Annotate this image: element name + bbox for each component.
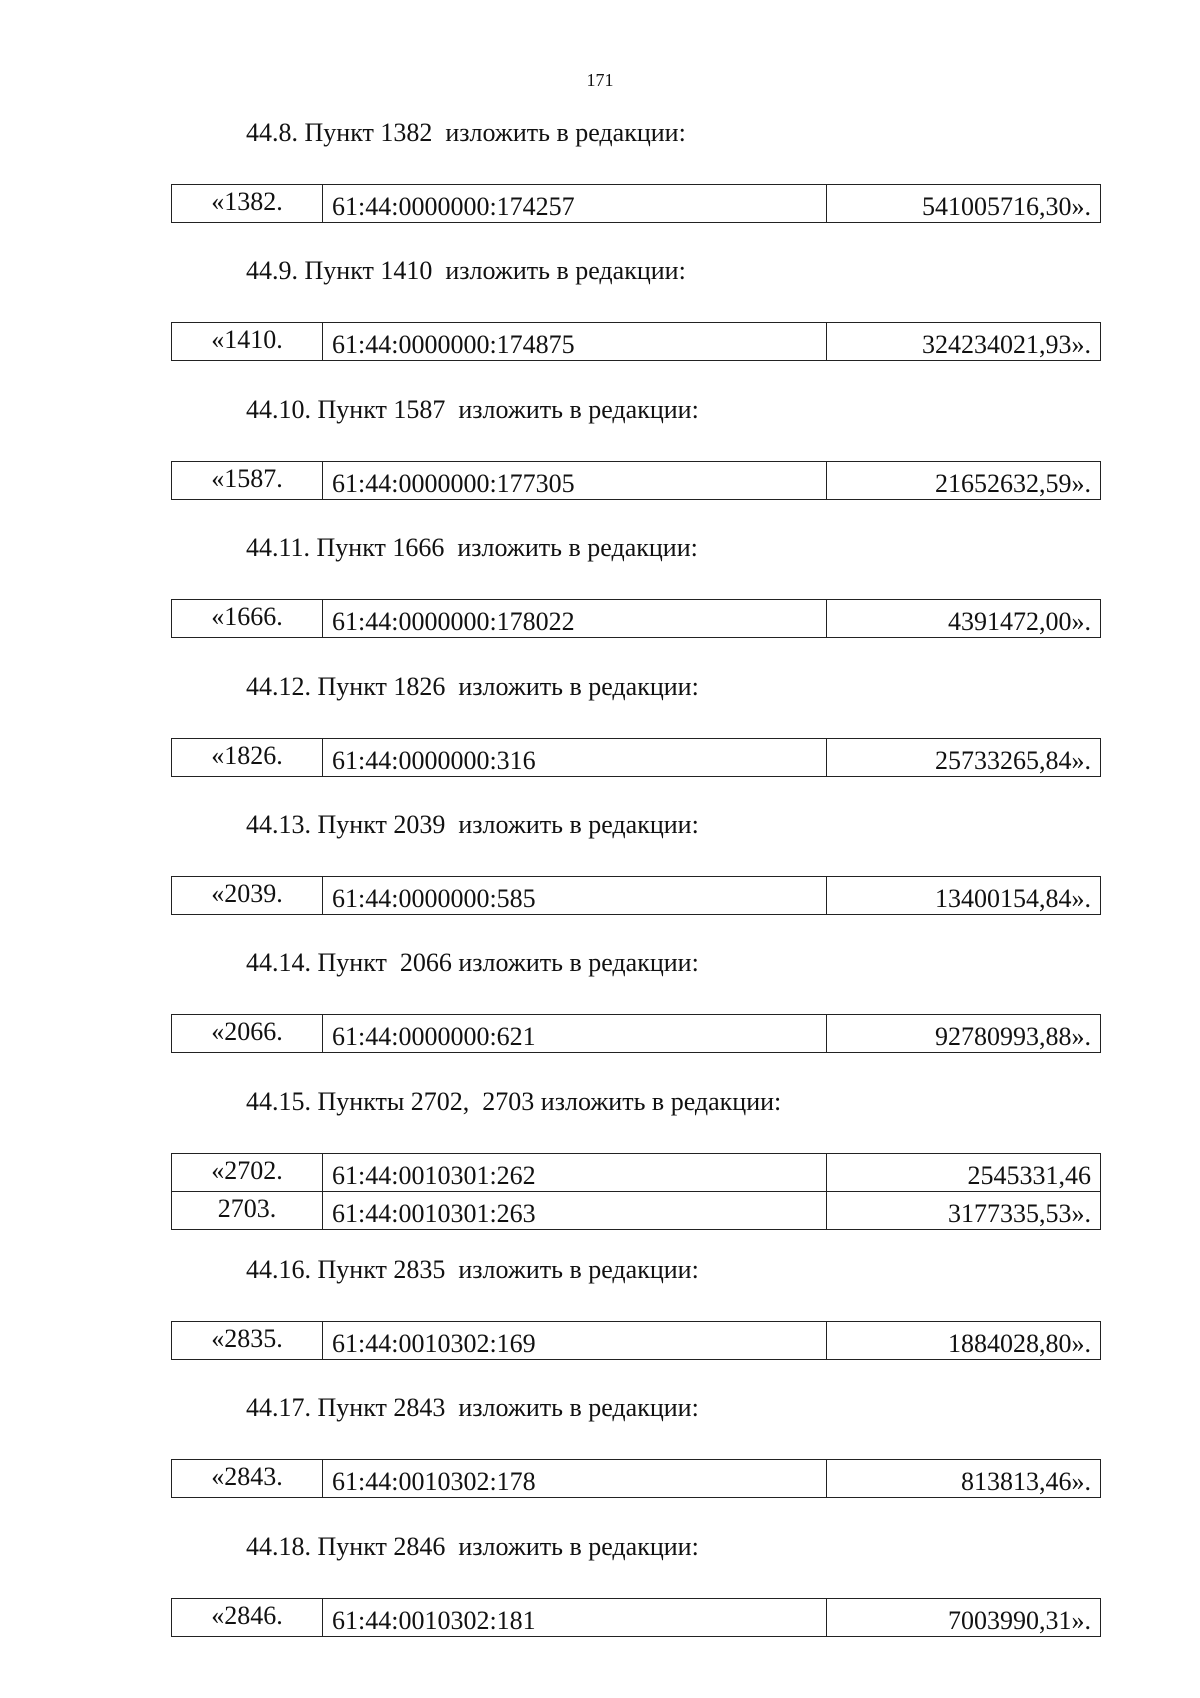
amendment-table [171,1459,1101,1498]
table-row [172,1153,1101,1191]
item-number-cell: «1382. [172,185,323,223]
cadastral-number-cell: 61:44:0010301:263 [323,1191,827,1229]
amendment-table [171,322,1101,361]
page-number: 171 [586,70,614,90]
value-cell: 324234021,93». [827,323,1101,361]
table-row [172,1191,1101,1229]
cadastral-number-cell: 61:44:0000000:174875 [323,323,827,361]
value-cell: 25733265,84». [827,738,1101,776]
cadastral-number-cell: 61:44:0000000:316 [323,738,827,776]
value-cell: 3177335,53». [827,1191,1101,1229]
value-cell: 1884028,80». [827,1321,1101,1359]
document-body [0,98,1200,1650]
amendment-table [171,599,1101,638]
amendment-section [0,1235,1200,1373]
cadastral-number-cell: 61:44:0010301:262 [323,1153,827,1191]
amendment-section [0,375,1200,513]
cadastral-number-cell: 61:44:0010302:169 [323,1321,827,1359]
amendment-table [171,1153,1101,1230]
amendment-section [0,236,1200,374]
section-heading: 44.15. Пункты 2702, 2703 изложить в редакции: [246,1086,782,1116]
value-cell: 4391472,00». [827,600,1101,638]
section-heading: 44.10. Пункт 1587 изложить в редакции: [246,394,699,424]
cadastral-number-cell: 61:44:0000000:178022 [323,600,827,638]
item-number-cell: «2066. [172,1015,323,1053]
section-heading: 44.16. Пункт 2835 изложить в редакции: [246,1254,699,1284]
amendment-section [0,1512,1200,1650]
item-number-cell: «1826. [172,738,323,776]
value-cell: 2545331,46 [827,1153,1101,1191]
table-row [172,1460,1101,1498]
value-cell: 541005716,30». [827,185,1101,223]
amendment-table [171,876,1101,915]
amendment-table [171,1014,1101,1053]
item-number-cell: «2702. [172,1153,323,1191]
amendment-section [0,790,1200,928]
table-row [172,738,1101,776]
section-heading: 44.18. Пункт 2846 изложить в редакции: [246,1531,699,1561]
section-heading: 44.17. Пункт 2843 изложить в редакции: [246,1393,699,1423]
amendment-table [171,738,1101,777]
amendment-section [0,928,1200,1066]
amendment-table [171,1321,1101,1360]
amendment-section [0,652,1200,790]
table-row [172,323,1101,361]
item-number-cell: «1587. [172,461,323,499]
value-cell: 7003990,31». [827,1598,1101,1636]
cadastral-number-cell: 61:44:0010302:178 [323,1460,827,1498]
value-cell: 813813,46». [827,1460,1101,1498]
section-heading: 44.14. Пункт 2066 изложить в редакции: [246,948,699,978]
table-row [172,600,1101,638]
item-number-cell: «2039. [172,876,323,914]
table-row [172,1015,1101,1053]
table-row [172,1321,1101,1359]
amendment-section [0,1067,1200,1235]
amendment-section [0,98,1200,236]
cadastral-number-cell: 61:44:0000000:177305 [323,461,827,499]
table-row [172,1598,1101,1636]
amendment-table [171,1598,1101,1637]
item-number-cell: 2703. [172,1191,323,1229]
cadastral-number-cell: 61:44:0010302:181 [323,1598,827,1636]
cadastral-number-cell: 61:44:0000000:585 [323,876,827,914]
item-number-cell: «1666. [172,600,323,638]
value-cell: 21652632,59». [827,461,1101,499]
value-cell: 92780993,88». [827,1015,1101,1053]
amendment-section [0,1373,1200,1511]
item-number-cell: «2835. [172,1321,323,1359]
section-heading: 44.8. Пункт 1382 изложить в редакции: [246,118,686,147]
table-row [172,461,1101,499]
amendment-table [171,184,1101,223]
item-number-cell: «2846. [172,1598,323,1636]
item-number-cell: «2843. [172,1460,323,1498]
section-heading: 44.9. Пункт 1410 изложить в редакции: [246,256,686,286]
section-heading: 44.12. Пункт 1826 изложить в редакции: [246,671,699,701]
section-heading: 44.13. Пункт 2039 изложить в редакции: [246,809,699,839]
table-row [172,876,1101,914]
table-row [172,185,1101,223]
amendment-table [171,461,1101,500]
cadastral-number-cell: 61:44:0000000:174257 [323,185,827,223]
cadastral-number-cell: 61:44:0000000:621 [323,1015,827,1053]
value-cell: 13400154,84». [827,876,1101,914]
amendment-section [0,513,1200,651]
item-number-cell: «1410. [172,323,323,361]
section-heading: 44.11. Пункт 1666 изложить в редакции: [246,533,698,563]
